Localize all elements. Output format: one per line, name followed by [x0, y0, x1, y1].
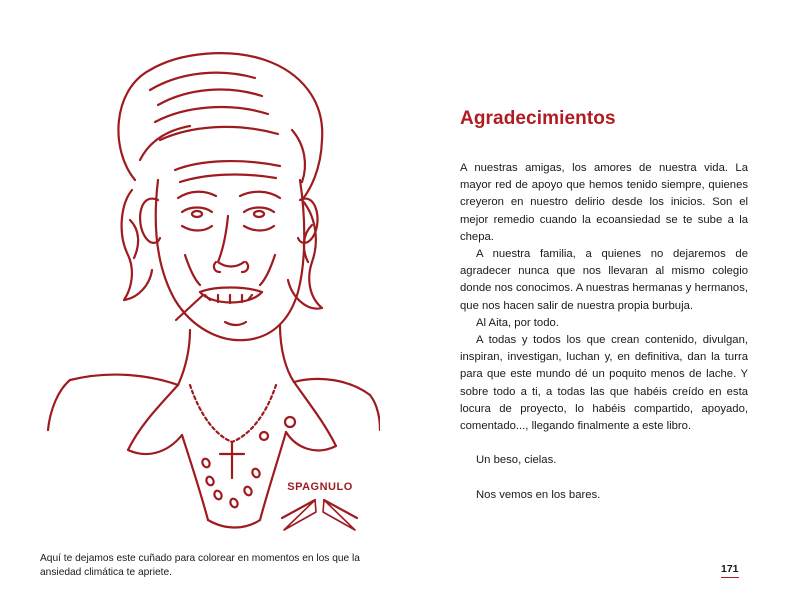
- closing-line: Nos vemos en los bares.: [476, 488, 601, 501]
- paragraph: Al Aita, por todo.: [476, 316, 559, 329]
- paragraph: A todas y todos los que crean contenido, divulgan, inspiran, investigan, luchan y, en definitiva, dan la turra para que este mundo dé un poquito menos de lache. Y sobre todo a ti, a todas las que habéis creído en esta locura de proyecto, lo habéis compartido, apoyado, comentado..., llegando finalmente a este libro.: [460, 334, 748, 433]
- acknowledgements-text: [460, 160, 748, 504]
- right-page: [400, 0, 800, 609]
- illustration-signature: SPAGNULO: [287, 481, 353, 493]
- spacer: [460, 435, 748, 452]
- portrait-illustration: [40, 30, 380, 540]
- chapter-title: Agradecimientos: [460, 108, 616, 129]
- spacer: [460, 470, 748, 487]
- illustration-caption: Aquí te dejamos este cuñado para colorear en momentos en los que la ansiedad climática te apriete.: [40, 553, 360, 578]
- page-number: 171: [721, 563, 739, 578]
- closing-line: Un beso, cielas.: [476, 454, 557, 467]
- paragraph: A nuestras amigas, los amores de nuestra vida. La mayor red de apoyo que hemos tenido siempre, quienes creyeron en nuestro delirio desde los inicios. Son el mejor remedio cuando la ecoansiedad se te sube a la chepa.: [460, 162, 748, 243]
- paragraph: A nuestra familia, a quienes no dejaremos de agradecer nunca que nos llevaran al mismo colegio donde nos conocimos. A nuestras hermanas y hermanos, que nos hacen salir de nuestra propia burbuja.: [460, 248, 748, 312]
